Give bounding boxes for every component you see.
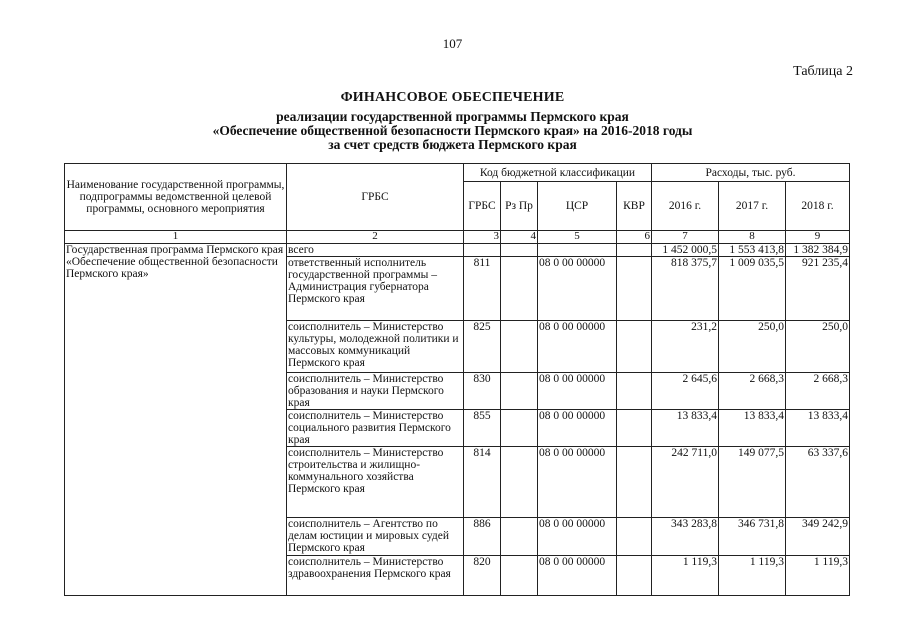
header-code-group: Код бюджетной классификации (464, 164, 652, 182)
amount-2016: 1 452 000,5 (652, 244, 719, 257)
amount-2017: 346 731,8 (719, 518, 786, 556)
amount-2016: 231,2 (652, 321, 719, 373)
column-number: 9 (786, 231, 850, 244)
subtitle-line-2: «Обеспечение общественной безопасности Пермского края» на 2016-2018 годы (212, 123, 693, 138)
amount-2018: 250,0 (786, 321, 850, 373)
amount-2016: 818 375,7 (652, 257, 719, 321)
grbs-cell: соисполнитель – Министерство здравоохранения Пермского края (287, 556, 464, 596)
grbs-code-cell: 830 (464, 373, 501, 410)
amount-2016: 2 645,6 (652, 373, 719, 410)
kvr-cell (617, 321, 652, 373)
grbs-code-cell: 820 (464, 556, 501, 596)
header-code-grbs: ГРБС (464, 182, 501, 231)
subtitle-line-1: реализации государственной программы Пермского края (276, 109, 629, 124)
amount-2016: 1 119,3 (652, 556, 719, 596)
amount-2017: 1 009 035,5 (719, 257, 786, 321)
rzpr-cell (501, 244, 538, 257)
amount-2017: 1 119,3 (719, 556, 786, 596)
amount-2016: 242 711,0 (652, 447, 719, 518)
grbs-code-cell: 825 (464, 321, 501, 373)
grbs-cell: всего (287, 244, 464, 257)
amount-2017: 250,0 (719, 321, 786, 373)
grbs-code-cell: 886 (464, 518, 501, 556)
amount-2018: 63 337,6 (786, 447, 850, 518)
amount-2018: 2 668,3 (786, 373, 850, 410)
kvr-cell (617, 257, 652, 321)
grbs-code-cell: 855 (464, 410, 501, 447)
column-number: 8 (719, 231, 786, 244)
grbs-cell: соисполнитель – Агентство по делам юстиции и мировых судей Пермского края (287, 518, 464, 556)
grbs-cell: соисполнитель – Министерство социального развития Пермского края (287, 410, 464, 447)
column-number: 3 (464, 231, 501, 244)
column-number: 6 (617, 231, 652, 244)
rzpr-cell (501, 321, 538, 373)
column-number: 2 (287, 231, 464, 244)
table-row (65, 244, 850, 257)
column-number: 5 (538, 231, 617, 244)
header-spend-group: Расходы, тыс. руб. (652, 164, 850, 182)
document-subtitle (0, 110, 905, 152)
header-grbs: ГРБС (287, 164, 464, 231)
subtitle-line-3: за счет средств бюджета Пермского края (328, 137, 577, 152)
page-number: 107 (442, 36, 463, 51)
header-rzpr: Рз Пр (501, 182, 538, 231)
amount-2018: 13 833,4 (786, 410, 850, 447)
rzpr-cell (501, 518, 538, 556)
header-csr: ЦСР (538, 182, 617, 231)
grbs-code-cell: 814 (464, 447, 501, 518)
amount-2018: 1 382 384,9 (786, 244, 850, 257)
header-2017: 2017 г. (719, 182, 786, 231)
column-number: 4 (501, 231, 538, 244)
rzpr-cell (501, 257, 538, 321)
kvr-cell (617, 244, 652, 257)
amount-2017: 2 668,3 (719, 373, 786, 410)
document-title: ФИНАНСОВОЕ ОБЕСПЕЧЕНИЕ (340, 90, 565, 105)
grbs-cell: соисполнитель – Министерство образования и науки Пермского края (287, 373, 464, 410)
csr-cell: 08 0 00 00000 (538, 257, 617, 321)
financing-table (64, 163, 850, 596)
header-2018: 2018 г. (786, 182, 850, 231)
grbs-cell: ответственный исполнитель государственной программы – Администрация губернатора Пермского края (287, 257, 464, 321)
grbs-cell: соисполнитель – Министерство строительства и жилищно-коммунального хозяйства Пермского края (287, 447, 464, 518)
csr-cell: 08 0 00 00000 (538, 373, 617, 410)
amount-2016: 343 283,8 (652, 518, 719, 556)
csr-cell: 08 0 00 00000 (538, 518, 617, 556)
kvr-cell (617, 447, 652, 518)
grbs-code-cell: 811 (464, 257, 501, 321)
program-name: Государственная программа Пермского края «Обеспечение общественной безопасности Пермского края» (65, 244, 287, 596)
rzpr-cell (501, 447, 538, 518)
amount-2017: 13 833,4 (719, 410, 786, 447)
csr-cell: 08 0 00 00000 (538, 556, 617, 596)
kvr-cell (617, 410, 652, 447)
rzpr-cell (501, 556, 538, 596)
rzpr-cell (501, 410, 538, 447)
kvr-cell (617, 373, 652, 410)
table-label: Таблица 2 (793, 64, 853, 79)
amount-2016: 13 833,4 (652, 410, 719, 447)
kvr-cell (617, 518, 652, 556)
grbs-cell: соисполнитель – Министерство культуры, молодежной политики и массовых коммуникаций Пермского края (287, 321, 464, 373)
kvr-cell (617, 556, 652, 596)
column-number: 7 (652, 231, 719, 244)
csr-cell (538, 244, 617, 257)
csr-cell: 08 0 00 00000 (538, 410, 617, 447)
header-2016: 2016 г. (652, 182, 719, 231)
column-number: 1 (65, 231, 287, 244)
grbs-code-cell (464, 244, 501, 257)
csr-cell: 08 0 00 00000 (538, 447, 617, 518)
header-kvr: КВР (617, 182, 652, 231)
rzpr-cell (501, 373, 538, 410)
header-name: Наименование государственной программы, подпрограммы ведомственной целевой программы, основного мероприятия (65, 164, 287, 231)
amount-2018: 921 235,4 (786, 257, 850, 321)
amount-2018: 1 119,3 (786, 556, 850, 596)
amount-2017: 149 077,5 (719, 447, 786, 518)
amount-2017: 1 553 413,8 (719, 244, 786, 257)
csr-cell: 08 0 00 00000 (538, 321, 617, 373)
amount-2018: 349 242,9 (786, 518, 850, 556)
